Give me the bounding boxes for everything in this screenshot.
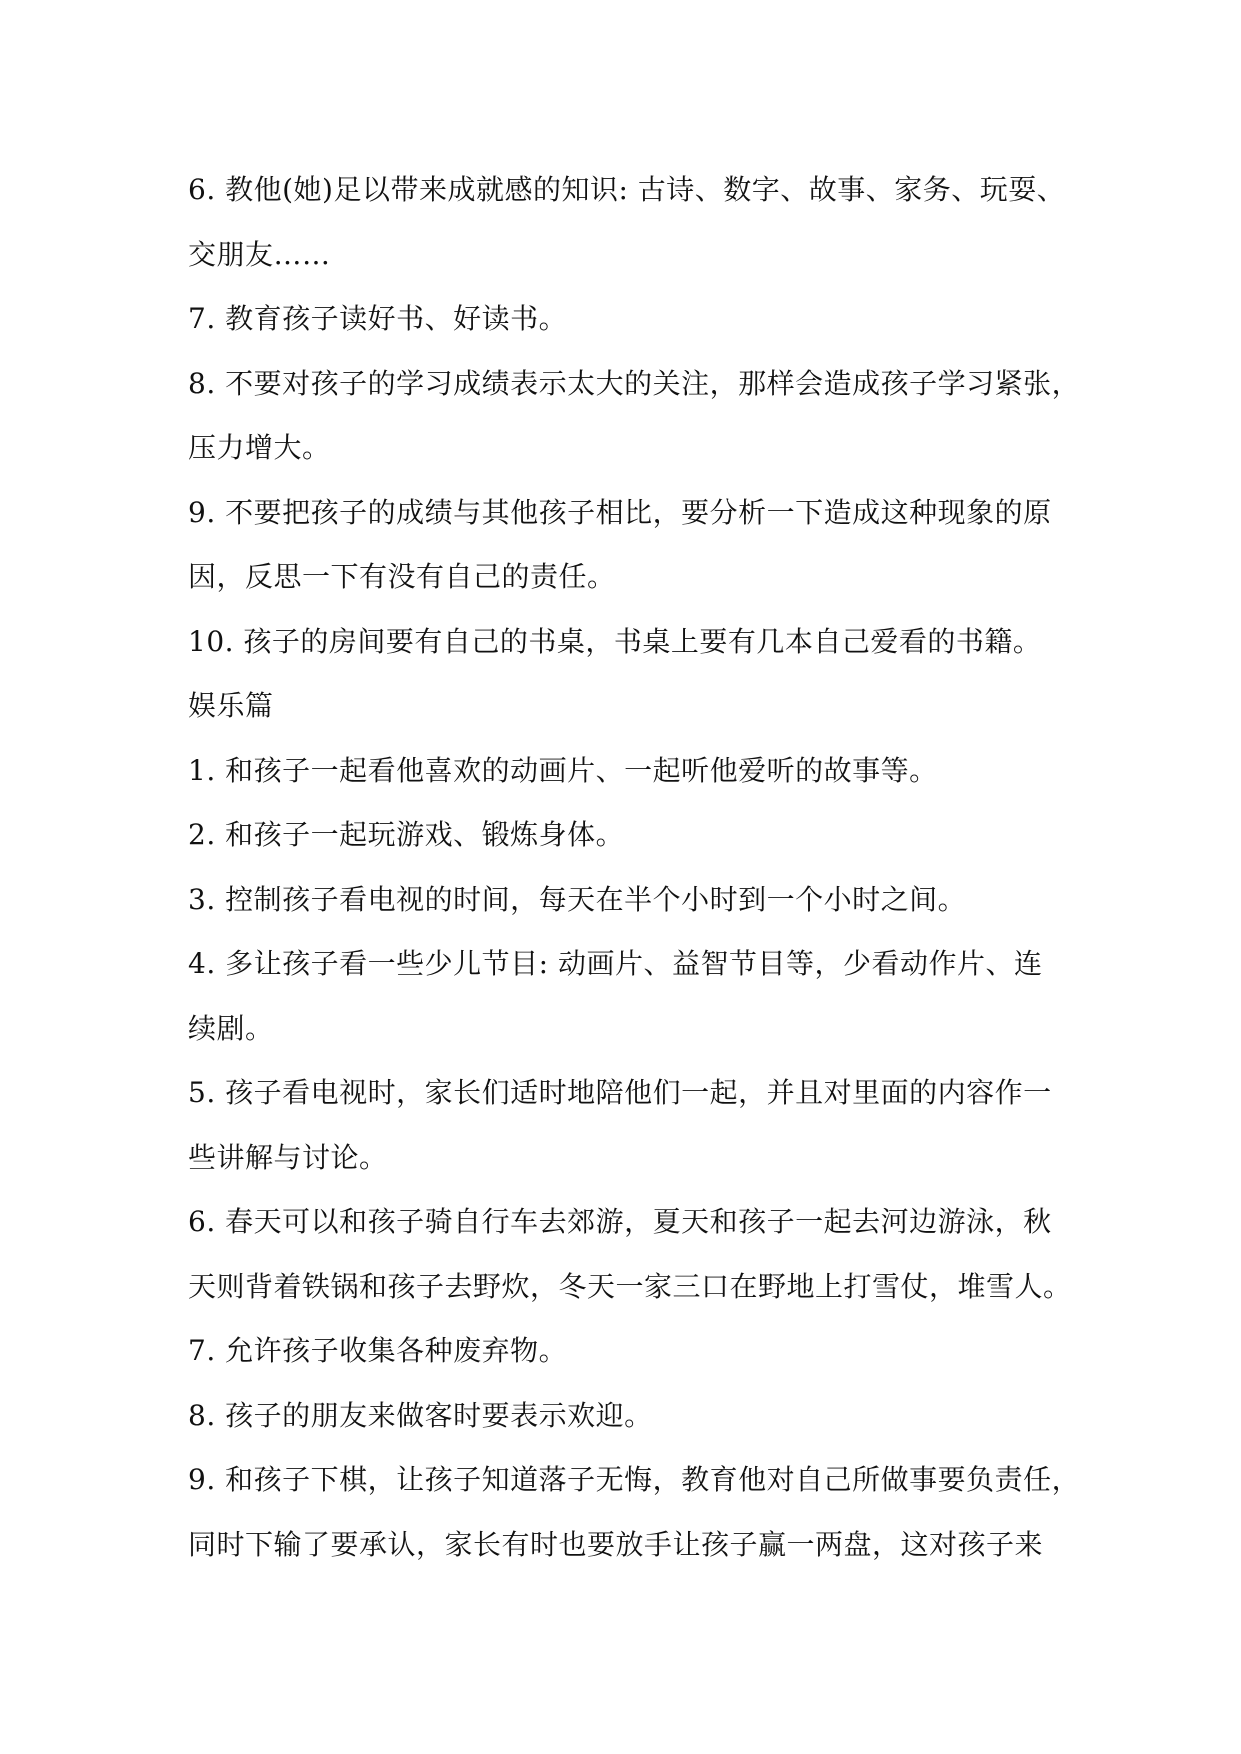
text-line: 7. 教育孩子读好书、好读书。 [188, 302, 568, 335]
text-line: 5. 孩子看电视时，家长们适时地陪他们一起，并且对里面的内容作一 [188, 1076, 1052, 1109]
text-line: 续剧。 [188, 1011, 274, 1045]
text-line: 同时下输了要承认，家长有时也要放手让孩子赢一两盘，这对孩子来 [188, 1527, 1044, 1561]
text-line: 因，反思一下有没有自己的责任。 [188, 560, 616, 593]
text-line: 9. 和孩子下棋，让孩子知道落子无悔，教育他对自己所做事要负责任， [188, 1463, 1081, 1496]
text-line: 交朋友…… [188, 237, 331, 271]
section-heading: 娱乐篇 [188, 689, 274, 722]
text-line: 8. 不要对孩子的学习成绩表示太大的关注，那样会造成孩子学习紧张， [188, 366, 1081, 400]
text-line: 9. 不要把孩子的成绩与其他孩子相比，要分析一下造成这种现象的原 [188, 495, 1052, 529]
text-line: 10. 孩子的房间要有自己的书桌，书桌上要有几本自己爱看的书籍。 [188, 624, 1042, 658]
text-line: 2. 和孩子一起玩游戏、锻炼身体。 [188, 818, 625, 851]
text-line: 3. 控制孩子看电视的时间，每天在半个小时到一个小时之间。 [188, 882, 967, 916]
text-line: 6. 春天可以和孩子骑自行车去郊游，夏天和孩子一起去河边游泳，秋 [188, 1205, 1052, 1238]
text-line: 1. 和孩子一起看他喜欢的动画片、一起听他爱听的故事等。 [188, 753, 938, 787]
text-line: 6. 教他(她)足以带来成就感的知识: 古诗、数字、故事、家务、玩耍、 [188, 173, 1066, 206]
document-body [188, 158, 1081, 1577]
text-line: 些讲解与讨论。 [188, 1140, 388, 1174]
text-line: 压力增大。 [188, 431, 331, 464]
text-line: 4. 多让孩子看一些少儿节目: 动画片、益智节目等，少看动作片、连 [188, 947, 1043, 980]
text-line: 8. 孩子的朋友来做客时要表示欢迎。 [188, 1398, 653, 1432]
text-line: 天则背着铁锅和孩子去野炊，冬天一家三口在野地上打雪仗，堆雪人。 [188, 1269, 1072, 1303]
text-line: 7. 允许孩子收集各种废弃物。 [188, 1334, 568, 1367]
